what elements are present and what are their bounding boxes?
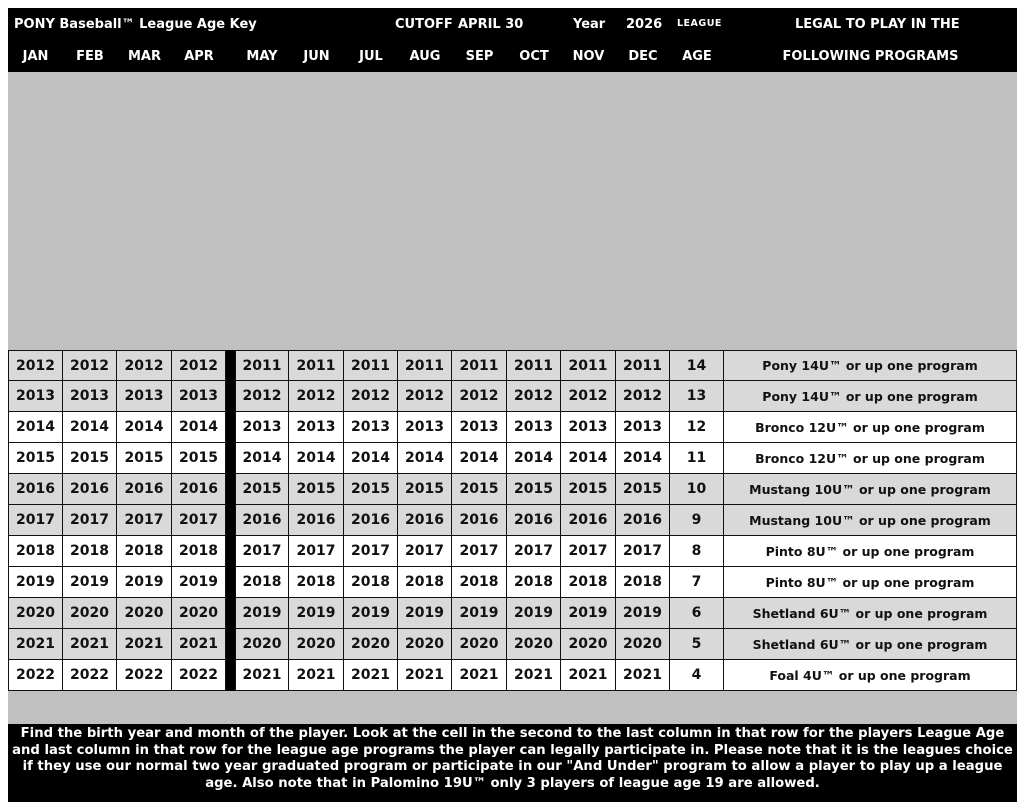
birth-year-cell: 2016 bbox=[289, 505, 344, 536]
birth-year-cell: 2022 bbox=[172, 660, 226, 691]
program-cell: Mustang 10U™ or up one program bbox=[724, 474, 1017, 505]
program-cell: Pinto 8U™ or up one program bbox=[724, 567, 1017, 598]
birth-year-cell: 2018 bbox=[235, 567, 289, 598]
month-header-mar: MAR bbox=[127, 49, 161, 64]
league-age-cell: 5 bbox=[670, 629, 724, 660]
birth-year-cell: 2017 bbox=[344, 536, 398, 567]
birth-year-cell: 2013 bbox=[507, 412, 561, 443]
birth-year-cell: 2022 bbox=[63, 660, 117, 691]
birth-year-cell: 2016 bbox=[235, 505, 289, 536]
league-label: LEAGUE bbox=[677, 18, 722, 29]
age-key-table bbox=[8, 350, 1017, 691]
birth-year-cell: 2017 bbox=[235, 536, 289, 567]
month-header-feb: FEB bbox=[76, 49, 104, 64]
sheet-title: PONY Baseball™ League Age Key bbox=[14, 17, 257, 32]
table-row bbox=[8, 474, 1017, 505]
month-header-jul: JUL bbox=[359, 49, 383, 64]
birth-year-cell: 2014 bbox=[561, 443, 616, 474]
birth-year-cell: 2021 bbox=[507, 660, 561, 691]
birth-year-cell: 2012 bbox=[117, 350, 172, 381]
birth-year-cell: 2017 bbox=[63, 505, 117, 536]
birth-year-cell: 2011 bbox=[452, 350, 507, 381]
birth-year-cell: 2016 bbox=[117, 474, 172, 505]
birth-year-cell: 2012 bbox=[172, 350, 226, 381]
birth-year-cell: 2015 bbox=[117, 443, 172, 474]
birth-year-cell: 2014 bbox=[117, 412, 172, 443]
league-age-cell: 4 bbox=[670, 660, 724, 691]
birth-year-cell: 2014 bbox=[507, 443, 561, 474]
birth-year-cell: 2014 bbox=[616, 443, 670, 474]
birth-year-cell: 2016 bbox=[8, 474, 63, 505]
birth-year-cell: 2011 bbox=[561, 350, 616, 381]
birth-year-cell: 2018 bbox=[289, 567, 344, 598]
league-age-cell: 8 bbox=[670, 536, 724, 567]
birth-year-cell: 2011 bbox=[616, 350, 670, 381]
league-age-cell: 14 bbox=[670, 350, 724, 381]
birth-year-cell: 2019 bbox=[63, 567, 117, 598]
birth-year-cell: 2013 bbox=[63, 381, 117, 412]
birth-year-cell: 2021 bbox=[63, 629, 117, 660]
birth-year-cell: 2019 bbox=[507, 598, 561, 629]
birth-year-cell: 2012 bbox=[344, 381, 398, 412]
birth-year-cell: 2018 bbox=[507, 567, 561, 598]
birth-year-cell: 2021 bbox=[344, 660, 398, 691]
birth-year-cell: 2017 bbox=[452, 536, 507, 567]
birth-year-cell: 2018 bbox=[172, 536, 226, 567]
birth-year-cell: 2021 bbox=[616, 660, 670, 691]
birth-year-cell: 2020 bbox=[398, 629, 452, 660]
birth-year-cell: 2017 bbox=[117, 505, 172, 536]
birth-year-cell: 2020 bbox=[507, 629, 561, 660]
birth-year-cell: 2021 bbox=[235, 660, 289, 691]
program-cell: Shetland 6U™ or up one program bbox=[724, 629, 1017, 660]
legal-heading-line2: FOLLOWING PROGRAMS bbox=[782, 49, 959, 64]
month-header-dec: DEC bbox=[628, 49, 658, 64]
birth-year-cell: 2015 bbox=[63, 443, 117, 474]
birth-year-cell: 2020 bbox=[172, 598, 226, 629]
birth-year-cell: 2016 bbox=[452, 505, 507, 536]
table-row bbox=[8, 350, 1017, 381]
instructions-footer: Find the birth year and month of the player. Look at the cell in the second to the last column in that row for the players League Age and last column in that row for the league age programs the player can legally participate in. Please note that it is the leagues choice if they use our normal two year graduated program or participate in our "And Under" program to allow a player to play up a league age. Also note that in Palomino 19U™ only 3 players of league age 19 are allowed. bbox=[8, 724, 1017, 802]
birth-year-cell: 2020 bbox=[616, 629, 670, 660]
cutoff-value: APRIL 30 bbox=[458, 17, 524, 32]
month-header-nov: NOV bbox=[572, 49, 605, 64]
birth-year-cell: 2020 bbox=[235, 629, 289, 660]
birth-year-cell: 2019 bbox=[8, 567, 63, 598]
birth-year-cell: 2017 bbox=[507, 536, 561, 567]
birth-year-cell: 2013 bbox=[172, 381, 226, 412]
birth-year-cell: 2020 bbox=[344, 629, 398, 660]
birth-year-cell: 2020 bbox=[452, 629, 507, 660]
month-header-sep: SEP bbox=[465, 49, 494, 64]
birth-year-cell: 2013 bbox=[289, 412, 344, 443]
program-cell: Bronco 12U™ or up one program bbox=[724, 443, 1017, 474]
birth-year-cell: 2016 bbox=[63, 474, 117, 505]
year-label: Year bbox=[573, 17, 606, 32]
birth-year-cell: 2014 bbox=[344, 443, 398, 474]
birth-year-cell: 2018 bbox=[63, 536, 117, 567]
birth-year-cell: 2014 bbox=[172, 412, 226, 443]
birth-year-cell: 2015 bbox=[561, 474, 616, 505]
table-row bbox=[8, 567, 1017, 598]
birth-year-cell: 2012 bbox=[398, 381, 452, 412]
birth-year-cell: 2014 bbox=[289, 443, 344, 474]
birth-year-cell: 2016 bbox=[172, 474, 226, 505]
birth-year-cell: 2017 bbox=[8, 505, 63, 536]
program-cell: Bronco 12U™ or up one program bbox=[724, 412, 1017, 443]
birth-year-cell: 2015 bbox=[398, 474, 452, 505]
league-age-cell: 13 bbox=[670, 381, 724, 412]
birth-year-cell: 2021 bbox=[561, 660, 616, 691]
birth-year-cell: 2011 bbox=[344, 350, 398, 381]
birth-year-cell: 2019 bbox=[172, 567, 226, 598]
birth-year-cell: 2015 bbox=[172, 443, 226, 474]
birth-year-cell: 2012 bbox=[289, 381, 344, 412]
birth-year-cell: 2022 bbox=[117, 660, 172, 691]
birth-year-cell: 2017 bbox=[398, 536, 452, 567]
birth-year-cell: 2021 bbox=[172, 629, 226, 660]
birth-year-cell: 2021 bbox=[117, 629, 172, 660]
birth-year-cell: 2012 bbox=[616, 381, 670, 412]
birth-year-cell: 2016 bbox=[344, 505, 398, 536]
birth-year-cell: 2019 bbox=[616, 598, 670, 629]
birth-year-cell: 2017 bbox=[172, 505, 226, 536]
birth-year-cell: 2016 bbox=[507, 505, 561, 536]
birth-year-cell: 2013 bbox=[344, 412, 398, 443]
league-age-cell: 10 bbox=[670, 474, 724, 505]
legal-heading-line1: LEGAL TO PLAY IN THE bbox=[795, 17, 960, 32]
league-age-cell: 6 bbox=[670, 598, 724, 629]
birth-year-cell: 2013 bbox=[398, 412, 452, 443]
birth-year-cell: 2018 bbox=[616, 567, 670, 598]
birth-year-cell: 2017 bbox=[289, 536, 344, 567]
birth-year-cell: 2020 bbox=[561, 629, 616, 660]
birth-year-cell: 2019 bbox=[344, 598, 398, 629]
birth-year-cell: 2012 bbox=[452, 381, 507, 412]
birth-year-cell: 2020 bbox=[63, 598, 117, 629]
birth-year-cell: 2018 bbox=[561, 567, 616, 598]
birth-year-cell: 2014 bbox=[235, 443, 289, 474]
birth-year-cell: 2011 bbox=[507, 350, 561, 381]
cutoff-label: CUTOFF bbox=[395, 17, 453, 32]
birth-year-cell: 2015 bbox=[289, 474, 344, 505]
age-column-header: AGE bbox=[682, 49, 712, 64]
birth-year-cell: 2012 bbox=[235, 381, 289, 412]
birth-year-cell: 2011 bbox=[398, 350, 452, 381]
birth-year-cell: 2019 bbox=[117, 567, 172, 598]
league-age-cell: 7 bbox=[670, 567, 724, 598]
table-row bbox=[8, 660, 1017, 691]
birth-year-cell: 2015 bbox=[507, 474, 561, 505]
birth-year-cell: 2015 bbox=[344, 474, 398, 505]
gray-gap bbox=[8, 691, 1017, 724]
month-header-may: MAY bbox=[246, 49, 278, 64]
birth-year-cell: 2019 bbox=[452, 598, 507, 629]
birth-year-cell: 2015 bbox=[8, 443, 63, 474]
birth-year-cell: 2019 bbox=[561, 598, 616, 629]
cutoff-divider bbox=[226, 350, 235, 691]
birth-year-cell: 2016 bbox=[616, 505, 670, 536]
birth-year-cell: 2018 bbox=[398, 567, 452, 598]
birth-year-cell: 2014 bbox=[398, 443, 452, 474]
birth-year-cell: 2013 bbox=[452, 412, 507, 443]
program-cell: Pony 14U™ or up one program bbox=[724, 350, 1017, 381]
birth-year-cell: 2014 bbox=[8, 412, 63, 443]
birth-year-cell: 2015 bbox=[235, 474, 289, 505]
birth-year-cell: 2013 bbox=[8, 381, 63, 412]
birth-year-cell: 2021 bbox=[452, 660, 507, 691]
table-row bbox=[8, 536, 1017, 567]
birth-year-cell: 2015 bbox=[452, 474, 507, 505]
birth-year-cell: 2013 bbox=[561, 412, 616, 443]
header-bar bbox=[8, 8, 1017, 72]
program-cell: Foal 4U™ or up one program bbox=[724, 660, 1017, 691]
birth-year-cell: 2017 bbox=[616, 536, 670, 567]
birth-year-cell: 2022 bbox=[8, 660, 63, 691]
birth-year-cell: 2014 bbox=[452, 443, 507, 474]
birth-year-cell: 2016 bbox=[561, 505, 616, 536]
birth-year-cell: 2012 bbox=[63, 350, 117, 381]
month-header-jan: JAN bbox=[22, 49, 49, 64]
program-cell: Shetland 6U™ or up one program bbox=[724, 598, 1017, 629]
birth-year-cell: 2020 bbox=[117, 598, 172, 629]
birth-year-cell: 2019 bbox=[289, 598, 344, 629]
age-key-sheet bbox=[8, 8, 1017, 802]
birth-year-cell: 2011 bbox=[235, 350, 289, 381]
birth-year-cell: 2018 bbox=[452, 567, 507, 598]
table-row bbox=[8, 412, 1017, 443]
program-cell: Pinto 8U™ or up one program bbox=[724, 536, 1017, 567]
table-row bbox=[8, 505, 1017, 536]
birth-year-cell: 2014 bbox=[63, 412, 117, 443]
birth-year-cell: 2013 bbox=[616, 412, 670, 443]
month-header-apr: APR bbox=[184, 49, 214, 64]
league-age-cell: 9 bbox=[670, 505, 724, 536]
year-value: 2026 bbox=[626, 17, 663, 32]
league-age-cell: 12 bbox=[670, 412, 724, 443]
birth-year-cell: 2021 bbox=[8, 629, 63, 660]
table-row bbox=[8, 629, 1017, 660]
birth-year-cell: 2013 bbox=[117, 381, 172, 412]
birth-year-cell: 2020 bbox=[289, 629, 344, 660]
month-header-jun: JUN bbox=[303, 49, 330, 64]
birth-year-cell: 2018 bbox=[117, 536, 172, 567]
birth-year-cell: 2021 bbox=[398, 660, 452, 691]
birth-year-cell: 2015 bbox=[616, 474, 670, 505]
birth-year-cell: 2011 bbox=[289, 350, 344, 381]
birth-year-cell: 2017 bbox=[561, 536, 616, 567]
birth-year-cell: 2019 bbox=[235, 598, 289, 629]
birth-year-cell: 2018 bbox=[344, 567, 398, 598]
table-row bbox=[8, 381, 1017, 412]
birth-year-cell: 2012 bbox=[561, 381, 616, 412]
blank-gray-area bbox=[8, 72, 1017, 350]
birth-year-cell: 2021 bbox=[289, 660, 344, 691]
birth-year-cell: 2019 bbox=[398, 598, 452, 629]
table-row bbox=[8, 443, 1017, 474]
birth-year-cell: 2018 bbox=[8, 536, 63, 567]
month-header-aug: AUG bbox=[409, 49, 441, 64]
birth-year-cell: 2012 bbox=[8, 350, 63, 381]
month-header-oct: OCT bbox=[519, 49, 549, 64]
program-cell: Pony 14U™ or up one program bbox=[724, 381, 1017, 412]
program-cell: Mustang 10U™ or up one program bbox=[724, 505, 1017, 536]
birth-year-cell: 2012 bbox=[507, 381, 561, 412]
birth-year-cell: 2016 bbox=[398, 505, 452, 536]
league-age-cell: 11 bbox=[670, 443, 724, 474]
birth-year-cell: 2013 bbox=[235, 412, 289, 443]
table-row bbox=[8, 598, 1017, 629]
birth-year-cell: 2020 bbox=[8, 598, 63, 629]
